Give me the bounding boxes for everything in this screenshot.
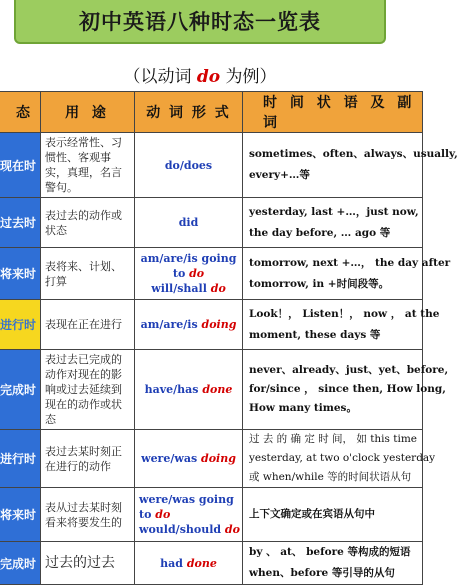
verb-form-cell bbox=[135, 350, 243, 430]
verb-form-text: do/does bbox=[164, 158, 213, 172]
tense-name-cell: 完成时 bbox=[0, 542, 41, 585]
title-banner bbox=[0, 0, 400, 52]
adverbial-line: tomorrow, next +…， the day after bbox=[249, 256, 451, 269]
table-row bbox=[0, 300, 423, 350]
adverbials-cell bbox=[243, 248, 451, 300]
tense-name-cell: 过去时 bbox=[0, 198, 41, 248]
adverbial-line: every+…等 bbox=[249, 169, 310, 181]
adverbials-cell bbox=[243, 300, 440, 350]
usage-cell: 表过去某时刻正在进行的动作 bbox=[41, 430, 135, 488]
adverbial-line: the day before, … ago 等 bbox=[249, 226, 391, 239]
page-title: 初中英语八种时态一览表 bbox=[79, 10, 321, 34]
verb-form-highlight: done bbox=[186, 556, 217, 570]
usage-cell: 表将来、计划、打算 bbox=[41, 248, 135, 300]
usage-cell: 过去的过去 bbox=[41, 542, 135, 585]
adverbial-line: How many times。 bbox=[249, 402, 357, 414]
tense-name-cell: 进行时 bbox=[0, 430, 41, 488]
adverbial-line: for/since ， since then, How long, bbox=[249, 383, 446, 395]
table-row bbox=[0, 248, 423, 300]
verb-form-cell bbox=[135, 430, 243, 488]
table-row bbox=[0, 350, 423, 430]
tense-name-cell: 进行时 bbox=[0, 300, 41, 350]
adverbial-line: sometimes、often、always、usually, bbox=[249, 148, 458, 160]
verb-form-text: were/was going to bbox=[139, 493, 234, 521]
verb-form-highlight: doing bbox=[201, 318, 237, 331]
adverbial-line: yesterday, at two o'clock yesterday bbox=[249, 452, 436, 464]
header-form: 动 词 形 式 bbox=[135, 92, 243, 133]
adverbials-cell bbox=[243, 542, 423, 585]
adverbials-cell bbox=[243, 430, 436, 488]
tense-name-cell: 将来时 bbox=[0, 488, 41, 542]
adverbial-line: 上下文确定或在宾语从句中 bbox=[249, 508, 375, 520]
title-box bbox=[14, 0, 386, 44]
subtitle bbox=[0, 62, 400, 87]
verb-form-cell bbox=[135, 133, 243, 198]
tense-table bbox=[0, 91, 458, 585]
verb-form-highlight: done bbox=[202, 383, 233, 396]
table-row bbox=[0, 133, 423, 198]
verb-form-text: did bbox=[178, 216, 199, 229]
verb-form-text: am/are/is going to bbox=[140, 252, 237, 280]
tense-name-cell: 现在时 bbox=[0, 133, 41, 198]
subtitle-prefix: （以动词 bbox=[123, 67, 197, 87]
verb-form-text: were/was bbox=[141, 452, 201, 465]
usage-cell: 表从过去某时刻看来将要发生的 bbox=[41, 488, 135, 542]
table-row bbox=[0, 430, 423, 488]
table-row bbox=[0, 542, 423, 585]
verb-form-cell bbox=[135, 300, 243, 350]
adverbial-line: tomorrow, in +时间段等。 bbox=[249, 277, 390, 290]
verb-form-cell bbox=[135, 248, 243, 300]
verb-form-highlight: doing bbox=[201, 452, 236, 465]
subtitle-suffix: 为例） bbox=[220, 67, 277, 87]
verb-form-cell bbox=[135, 488, 243, 542]
adverbials-cell bbox=[243, 133, 458, 198]
adverbial-line: moment, these days 等 bbox=[249, 328, 381, 341]
usage-cell: 表示经常性、习惯性、客观事实，真理，名言警句。 bbox=[41, 133, 135, 198]
tense-name-cell: 完成时 bbox=[0, 350, 41, 430]
usage-cell: 表过去已完成的动作对现在的影响或过去延续到现在的动作或状态 bbox=[41, 350, 135, 430]
adverbials-cell bbox=[243, 198, 423, 248]
header-adverbials: 时 间 状 语 及 副 词 bbox=[243, 92, 423, 133]
verb-form-cell bbox=[135, 542, 243, 585]
verb-form-highlight: do bbox=[210, 282, 226, 295]
verb-form-text: am/are/is bbox=[140, 318, 202, 331]
verb-form-highlight: do bbox=[189, 267, 205, 280]
tense-name-cell: 将来时 bbox=[0, 248, 41, 300]
adverbial-line: yesterday, last +…，just now, bbox=[249, 205, 419, 218]
table-row bbox=[0, 488, 423, 542]
verb-form-text: had bbox=[160, 556, 187, 570]
adverbial-line: Look！， Listen！， now ， at the bbox=[249, 307, 440, 320]
adverbial-line: by 、 at、 before 等构成的短语 bbox=[249, 546, 411, 558]
verb-form-text: will/shall bbox=[151, 282, 211, 295]
adverbials-cell bbox=[243, 350, 449, 430]
table-header-row bbox=[0, 92, 423, 133]
usage-cell: 表现在正在进行 bbox=[41, 300, 135, 350]
header-use: 用 途 bbox=[41, 92, 135, 133]
subtitle-verb: do bbox=[196, 67, 221, 87]
adverbial-line: when、before 等引导的从句 bbox=[249, 567, 395, 579]
table-row bbox=[0, 198, 423, 248]
verb-form-text: have/has bbox=[144, 383, 203, 396]
verb-form-highlight: do bbox=[224, 523, 240, 536]
adverbials-cell bbox=[243, 488, 423, 542]
adverbial-line: never、already、just、yet、before, bbox=[249, 364, 449, 376]
verb-form-cell bbox=[135, 198, 243, 248]
verb-form-highlight: do bbox=[155, 508, 171, 521]
adverbial-line: 过 去 的 确 定 时 间， 如 this time bbox=[249, 433, 418, 445]
usage-cell: 表过去的动作或状态 bbox=[41, 198, 135, 248]
adverbial-line: 或 when/while 等的时间状语从句 bbox=[249, 471, 412, 483]
verb-form-text: would/should bbox=[139, 523, 225, 536]
header-tense: 态 bbox=[0, 92, 41, 133]
